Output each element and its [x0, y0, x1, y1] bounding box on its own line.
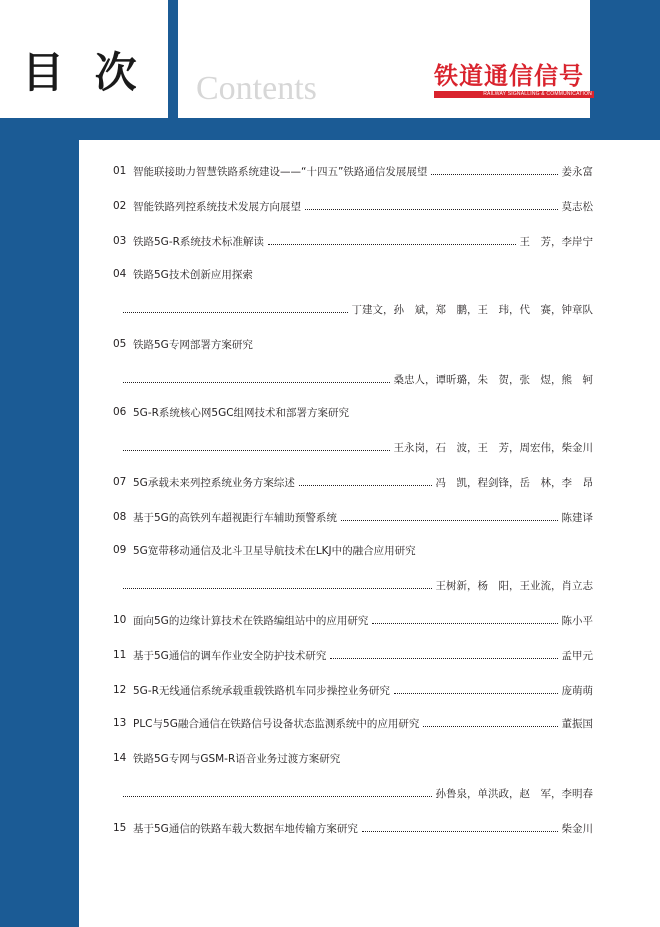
- toc-title: 5G-R系统核心网5GC组网技术和部署方案研究: [133, 406, 350, 419]
- toc-entry-01[interactable]: [113, 162, 593, 180]
- toc-number: 14: [113, 752, 127, 764]
- toc-authors: 孟甲元: [561, 649, 593, 662]
- toc-authors: 董振国: [561, 717, 593, 730]
- toc-leader: [268, 243, 516, 245]
- toc-number: 07: [113, 476, 127, 488]
- toc-leader: [372, 622, 557, 624]
- journal-subtitle: RAILWAY SIGNALLING & COMMUNICATION: [434, 91, 594, 98]
- toc-authors: 孙鲁泉，单洪政，赵 军，李明春: [435, 787, 593, 800]
- toc-entry-06-authors-line[interactable]: [113, 438, 593, 456]
- toc-leader: [123, 449, 390, 451]
- toc-leader: [123, 587, 432, 589]
- journal-logo: [434, 64, 594, 98]
- toc-number: 09: [113, 544, 127, 556]
- toc-title: 铁路5G-R系统技术标准解读: [133, 235, 264, 248]
- toc-authors: 王 芳，李岸宁: [519, 235, 593, 248]
- toc-number: 10: [113, 614, 127, 626]
- toc-title: 基于5G通信的铁路车载大数据车地传输方案研究: [133, 822, 358, 835]
- left-margin-strip: [0, 140, 79, 927]
- toc-leader: [341, 519, 558, 521]
- toc-entry-09[interactable]: [113, 541, 593, 559]
- toc-entry-10[interactable]: [113, 611, 593, 629]
- toc-entry-02[interactable]: [113, 197, 593, 215]
- toc-leader: [423, 725, 557, 727]
- toc-number: 12: [113, 684, 127, 696]
- toc-authors: 姜永富: [561, 165, 593, 178]
- toc-title: PLC与5G融合通信在铁路信号设备状态监测系统中的应用研究: [133, 717, 420, 730]
- toc-authors: 陈建译: [561, 511, 593, 524]
- toc-leader: [305, 208, 558, 210]
- toc-authors: 冯 凯，程剑锋，岳 林，李 昂: [435, 476, 593, 489]
- page-title: 目 次: [22, 48, 145, 97]
- toc-title: 面向5G的边缘计算技术在铁路编组站中的应用研究: [133, 614, 369, 627]
- toc-number: 05: [113, 338, 127, 350]
- toc-entry-07[interactable]: [113, 473, 593, 491]
- toc-entry-05[interactable]: [113, 335, 593, 353]
- toc-number: 08: [113, 511, 127, 523]
- toc-number: 01: [113, 165, 127, 177]
- toc-leader: [431, 173, 557, 175]
- toc-entry-04[interactable]: [113, 265, 593, 283]
- toc-entry-04-authors-line[interactable]: [113, 300, 593, 318]
- toc-authors: 桑忠人，谭昕璐，朱 贺，张 煜，熊 轲: [393, 373, 593, 386]
- toc-title: 5G承载未来列控系统业务方案综述: [133, 476, 295, 489]
- toc-authors: 王永岗，石 波，王 芳，周宏伟，柴金川: [393, 441, 593, 454]
- toc-title: 5G宽带移动通信及北斗卫星导航技术在LKJ中的融合应用研究: [133, 544, 416, 557]
- toc-authors: 陈小平: [561, 614, 593, 627]
- toc-entry-06[interactable]: [113, 403, 593, 421]
- toc-leader: [394, 692, 558, 694]
- toc-leader: [330, 657, 557, 659]
- toc-entry-14[interactable]: [113, 749, 593, 767]
- toc-entry-11[interactable]: [113, 646, 593, 664]
- toc-leader: [299, 484, 432, 486]
- toc-entry-13[interactable]: [113, 714, 593, 732]
- toc-number: 02: [113, 200, 127, 212]
- toc-leader: [123, 795, 432, 797]
- toc-leader: [123, 381, 390, 383]
- toc-number: 04: [113, 268, 127, 280]
- toc-number: 11: [113, 649, 127, 661]
- header-divider: [168, 0, 178, 118]
- toc-entry-15[interactable]: [113, 819, 593, 837]
- toc-leader: [362, 830, 558, 832]
- toc-number: 13: [113, 717, 127, 729]
- toc-authors: 丁建文，孙 斌，郑 鹏，王 玮，代 赛，钟章队: [351, 303, 593, 316]
- toc-leader: [123, 311, 348, 313]
- toc-title: 5G-R无线通信系统承载重载铁路机车同步操控业务研究: [133, 684, 390, 697]
- toc-number: 06: [113, 406, 127, 418]
- toc-authors: 柴金川: [561, 822, 593, 835]
- header-accent-block: [590, 0, 660, 140]
- toc-entry-03[interactable]: [113, 232, 593, 250]
- toc-number: 03: [113, 235, 127, 247]
- toc-entry-05-authors-line[interactable]: [113, 370, 593, 388]
- journal-name: 铁道通信信号: [434, 62, 584, 90]
- toc-title: 基于5G的高铁列车超视距行车辅助预警系统: [133, 511, 337, 524]
- toc-authors: 庞萌萌: [561, 684, 593, 697]
- toc-title: 铁路5G专网与GSM-R语音业务过渡方案研究: [133, 752, 341, 765]
- toc-number: 15: [113, 822, 127, 834]
- toc-authors: 莫志松: [561, 200, 593, 213]
- toc-entry-08[interactable]: [113, 508, 593, 526]
- page-title-english: Contents: [196, 70, 317, 107]
- toc-authors: 王树新，杨 阳，王业流，肖立志: [435, 579, 593, 592]
- toc-title: 铁路5G专网部署方案研究: [133, 338, 253, 351]
- toc-title: 基于5G通信的调车作业安全防护技术研究: [133, 649, 327, 662]
- toc-title: 智能铁路列控系统技术发展方向展望: [133, 200, 301, 213]
- toc-title: 智能联接助力智慧铁路系统建设——“十四五”铁路通信发展展望: [133, 165, 428, 178]
- header-band: [0, 118, 590, 140]
- toc-title: 铁路5G技术创新应用探索: [133, 268, 253, 281]
- toc-entry-09-authors-line[interactable]: [113, 576, 593, 594]
- toc-entry-14-authors-line[interactable]: [113, 784, 593, 802]
- toc-entry-12[interactable]: [113, 681, 593, 699]
